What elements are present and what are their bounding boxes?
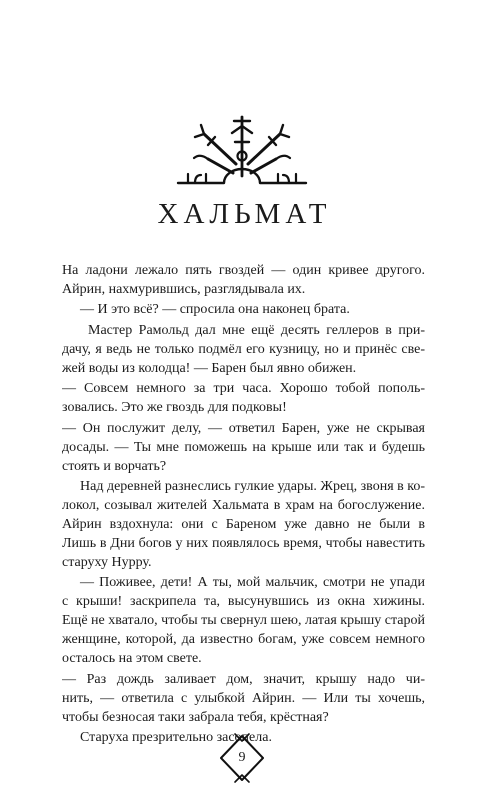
text-line: — Он послужит делу, — ответил Барен, уже не скрывая: [62, 420, 425, 436]
text-line: с крыши! заскрипела та, высунувшись из окна хижины.: [62, 594, 425, 610]
text-line: Лишь в Дни богов у них появлялось время, чтобы навестить: [62, 535, 425, 551]
text-line: нить, — ответила с улыбкой Айрин. — Или ты хочешь,: [62, 690, 425, 706]
text-line: Ещё не хватало, чтобы ты свернул шею, латая крышу старой: [62, 613, 425, 629]
paragraph: [62, 477, 425, 572]
text-line: стоять и ворчать?: [62, 458, 167, 474]
paragraph: [62, 321, 425, 378]
paragraph: [62, 573, 425, 668]
text-line: женщине, которой, да известно богам, уже совсем немного: [62, 632, 425, 648]
paragraph: [62, 419, 425, 476]
text-line: досады. — Ты мне поможешь на крыше или так и будешь: [62, 439, 425, 455]
paragraph: [62, 379, 425, 417]
paragraph: [62, 300, 425, 319]
text-line: — Совсем немного за три часа. Хорошо тобой пополь-: [62, 381, 425, 397]
text-line: зовались. Это же гвоздь для подковы!: [62, 400, 287, 416]
chapter-title: ХАЛЬМАТ: [157, 198, 332, 230]
paragraph: [62, 670, 425, 727]
body-text: [62, 261, 425, 747]
text-line: чтобы безносая таки забрала тебя, крёстная?: [62, 709, 329, 725]
text-line: — Раз дождь заливает дом, значит, крышу надо чи-: [62, 671, 425, 687]
text-line: Мастер Рамольд дал мне ещё десять геллеров в при-: [88, 322, 425, 338]
text-line: Над деревней разнеслись гулкие удары. Жрец, звоня в ко-: [80, 478, 425, 494]
page-number: 9: [238, 750, 246, 765]
text-line: осталось на этом свете.: [62, 651, 202, 667]
text-line: Айрин вздохнула: они с Бареном уже давно не были в: [62, 516, 425, 532]
text-line: — И это всё? — спросила она наконец брата.: [80, 302, 350, 318]
text-line: жей воды из колодца! — Барен был явно обижен.: [62, 360, 357, 376]
rune-ornament-icon: [170, 112, 314, 194]
text-line: — Поживее, дети! А ты, мой мальчик, смотри не упади: [80, 575, 425, 591]
paragraph: [62, 261, 425, 299]
text-line: старуху Нурру.: [62, 554, 152, 570]
text-line: локол, созывал жителей Хальмата в храм на богослужение.: [62, 497, 425, 513]
text-line: Айрин, нахмурившись, разглядывала их.: [62, 282, 306, 297]
text-line: Старуха презрительно засопела.: [80, 730, 272, 746]
text-line: На ладони лежало пять гвоздей — один кривее другого.: [62, 263, 425, 278]
text-line: дачу, я ведь не только подмёл его кузницу, но и принёс све-: [62, 341, 425, 357]
